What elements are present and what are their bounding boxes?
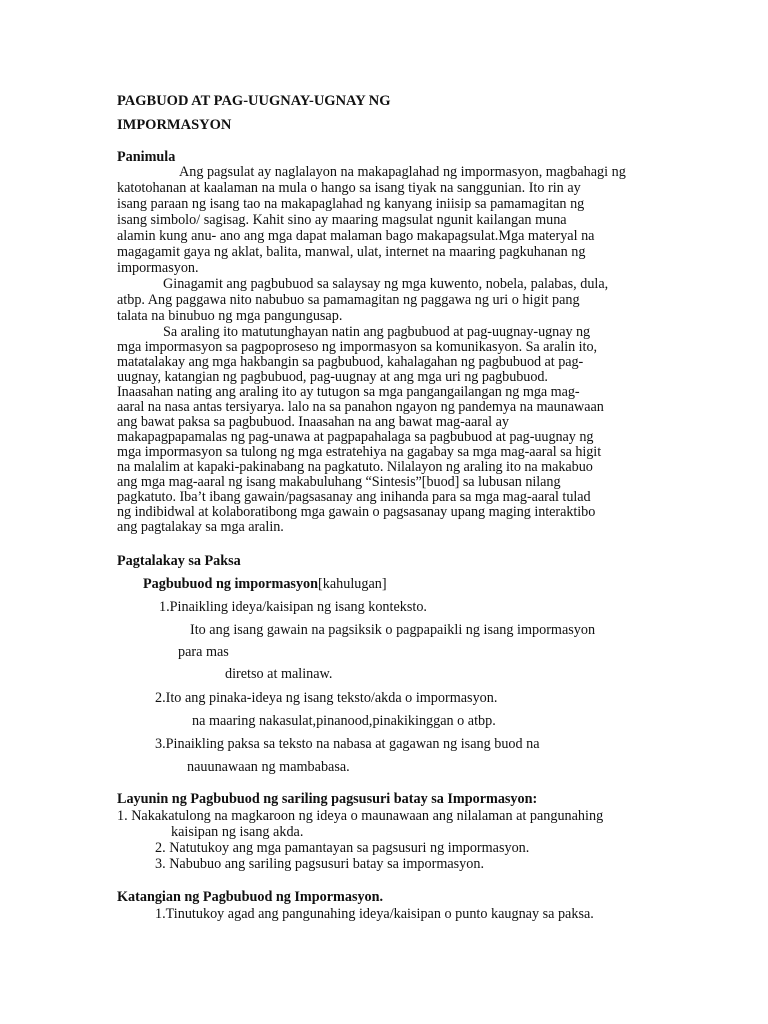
pagtalakay-item-1-sub: diretso at malinaw. — [225, 666, 333, 682]
pagtalakay-subheading-bold: Pagbubuod ng impormasyon — [143, 576, 319, 592]
katangian-item-1: 1.Tinutukoy agad ang pangunahing ideya/kaisipan o punto kaugnay sa paksa. — [155, 906, 594, 922]
panimula-p1-line: katotohanan at kaalaman na mula o hango sa isang tiyak na sanggunian. Ito rin ay — [117, 180, 581, 196]
pagtalakay-subheading-rest: [kahulugan] — [318, 576, 387, 592]
panimula-p3-line: makapagpapamalas ng pag-unawa at pagpapahalaga sa pagbubuod at pag-uugnay ng — [117, 429, 594, 445]
panimula-p1-line: isang simbolo/ sagisag. Kahit sino ay maaring magsulat ngunit kailangan muna — [117, 212, 567, 228]
pagtalakay-subheading — [143, 576, 387, 592]
pagtalakay-item-1-sub: para mas — [178, 644, 229, 660]
layunin-item-2: 2. Natutukoy ang mga pamantayan sa pagsusuri ng impormasyon. — [155, 840, 530, 856]
panimula-p3-line: na malalim at kapaki-pakinabang na pagkatuto. Nilalayon ng araling ito na makabuo — [117, 459, 593, 475]
panimula-heading: Panimula — [117, 149, 176, 165]
panimula-p2-line: talata na binubuo ng mga pangungusap. — [117, 308, 343, 324]
layunin-heading: Layunin ng Pagbubuod ng sariling pagsusuri batay sa Impormasyon: — [117, 791, 538, 807]
layunin-item-3: 3. Nabubuo ang sariling pagsusuri batay sa impormasyon. — [155, 856, 485, 872]
katangian-heading: Katangian ng Pagbubuod ng Impormasyon. — [117, 889, 384, 905]
layunin-item-1-cont: kaisipan ng isang akda. — [171, 824, 304, 840]
panimula-p3-line: mga impormasyon sa pagpoproseso ng impormasyon sa komunikasyon. Sa aralin ito, — [117, 339, 597, 355]
panimula-p1-line: magagamit gaya ng aklat, balita, manwal, ulat, internet na maaring pagkuhanan ng — [117, 244, 586, 260]
panimula-p3-line: aaral na nasa antas tersiyarya. lalo na sa panahon ngayon ng pandemya na maunawaan — [117, 399, 604, 415]
document-title-line-2: IMPORMASYON — [117, 117, 232, 133]
panimula-p1-line: isang paraan ng isang tao na makapaglahad ng kanyang iniisip sa pamamagitan ng — [117, 196, 585, 212]
panimula-p3-line: pagkatuto. Iba’t ibang gawain/pagsasanay ang inihanda para sa mga mag-aaral tulad — [117, 489, 591, 505]
document-title-line-1: PAGBUOD AT PAG-UUGNAY-UGNAY NG — [117, 93, 391, 109]
panimula-p3-line: uugnay, katangian ng pagbubuod, pag-uugnay at ang mga uri ng pagbubuod. — [117, 369, 548, 385]
pagtalakay-heading: Pagtalakay sa Paksa — [117, 553, 241, 569]
panimula-p3-line: matatalakay ang mga hakbangin sa pagbubuod, kahalagahan ng pagbubuod at pag- — [117, 354, 584, 370]
pagtalakay-item-3: 3.Pinaikling paksa sa teksto na nabasa at gagawan ng isang buod na — [155, 736, 540, 752]
panimula-p3-line: ang pagtalakay sa mga aralin. — [117, 519, 284, 535]
pagtalakay-item-1: 1.Pinaikling ideya/kaisipan ng isang konteksto. — [159, 599, 427, 615]
panimula-p3-line: Inaasahan nating ang araling ito ay tutugon sa mga pangangailangan ng mga mag- — [117, 384, 580, 400]
panimula-p1-line: Ang pagsulat ay naglalayon na makapaglahad ng impormasyon, magbahagi ng — [179, 164, 626, 180]
layunin-item-1: 1. Nakakatulong na magkaroon ng ideya o maunawaan ang nilalaman at pangunahing — [117, 808, 604, 824]
panimula-p2-line: atbp. Ang paggawa nito nabubuo sa pamamagitan ng paggawa ng uri o higit pang — [117, 292, 580, 308]
panimula-p2-line: Ginagamit ang pagbubuod sa salaysay ng mga kuwento, nobela, palabas, dula, — [163, 276, 609, 292]
panimula-p3-line: ng indibidwal at kolaboratibong mga gawain o pagsasanay upang maging interaktibo — [117, 504, 596, 520]
pagtalakay-item-2: 2.Ito ang pinaka-ideya ng isang teksto/akda o impormasyon. — [155, 690, 498, 706]
panimula-p3-line: mga impormasyon sa tulong ng mga estratehiya na gagabay sa mga mag-aaral sa higit — [117, 444, 602, 460]
panimula-p1-line: alamin kung anu- ano ang mga dapat malaman bago makapagsulat.Mga materyal na — [117, 228, 595, 244]
panimula-p3-line: ang bawat paksa sa pagbubuod. Inaasahan na ang bawat mag-aaral ay — [117, 414, 509, 430]
panimula-p3-line: Sa araling ito matutunghayan natin ang pagbubuod at pag-uugnay-ugnay ng — [163, 324, 591, 340]
panimula-p3-line: ang mga mag-aaral ng isang makabuluhang “Sintesis”[buod] sa lubusan nilang — [117, 474, 561, 490]
pagtalakay-item-1-sub: Ito ang isang gawain na pagsiksik o pagpapaikli ng isang impormasyon — [190, 622, 596, 638]
pagtalakay-item-3-sub: nauunawaan ng mambabasa. — [187, 759, 350, 775]
pagtalakay-item-2-sub: na maaring nakasulat,pinanood,pinakikinggan o atbp. — [192, 713, 496, 729]
panimula-p1-line: impormasyon. — [117, 260, 199, 276]
